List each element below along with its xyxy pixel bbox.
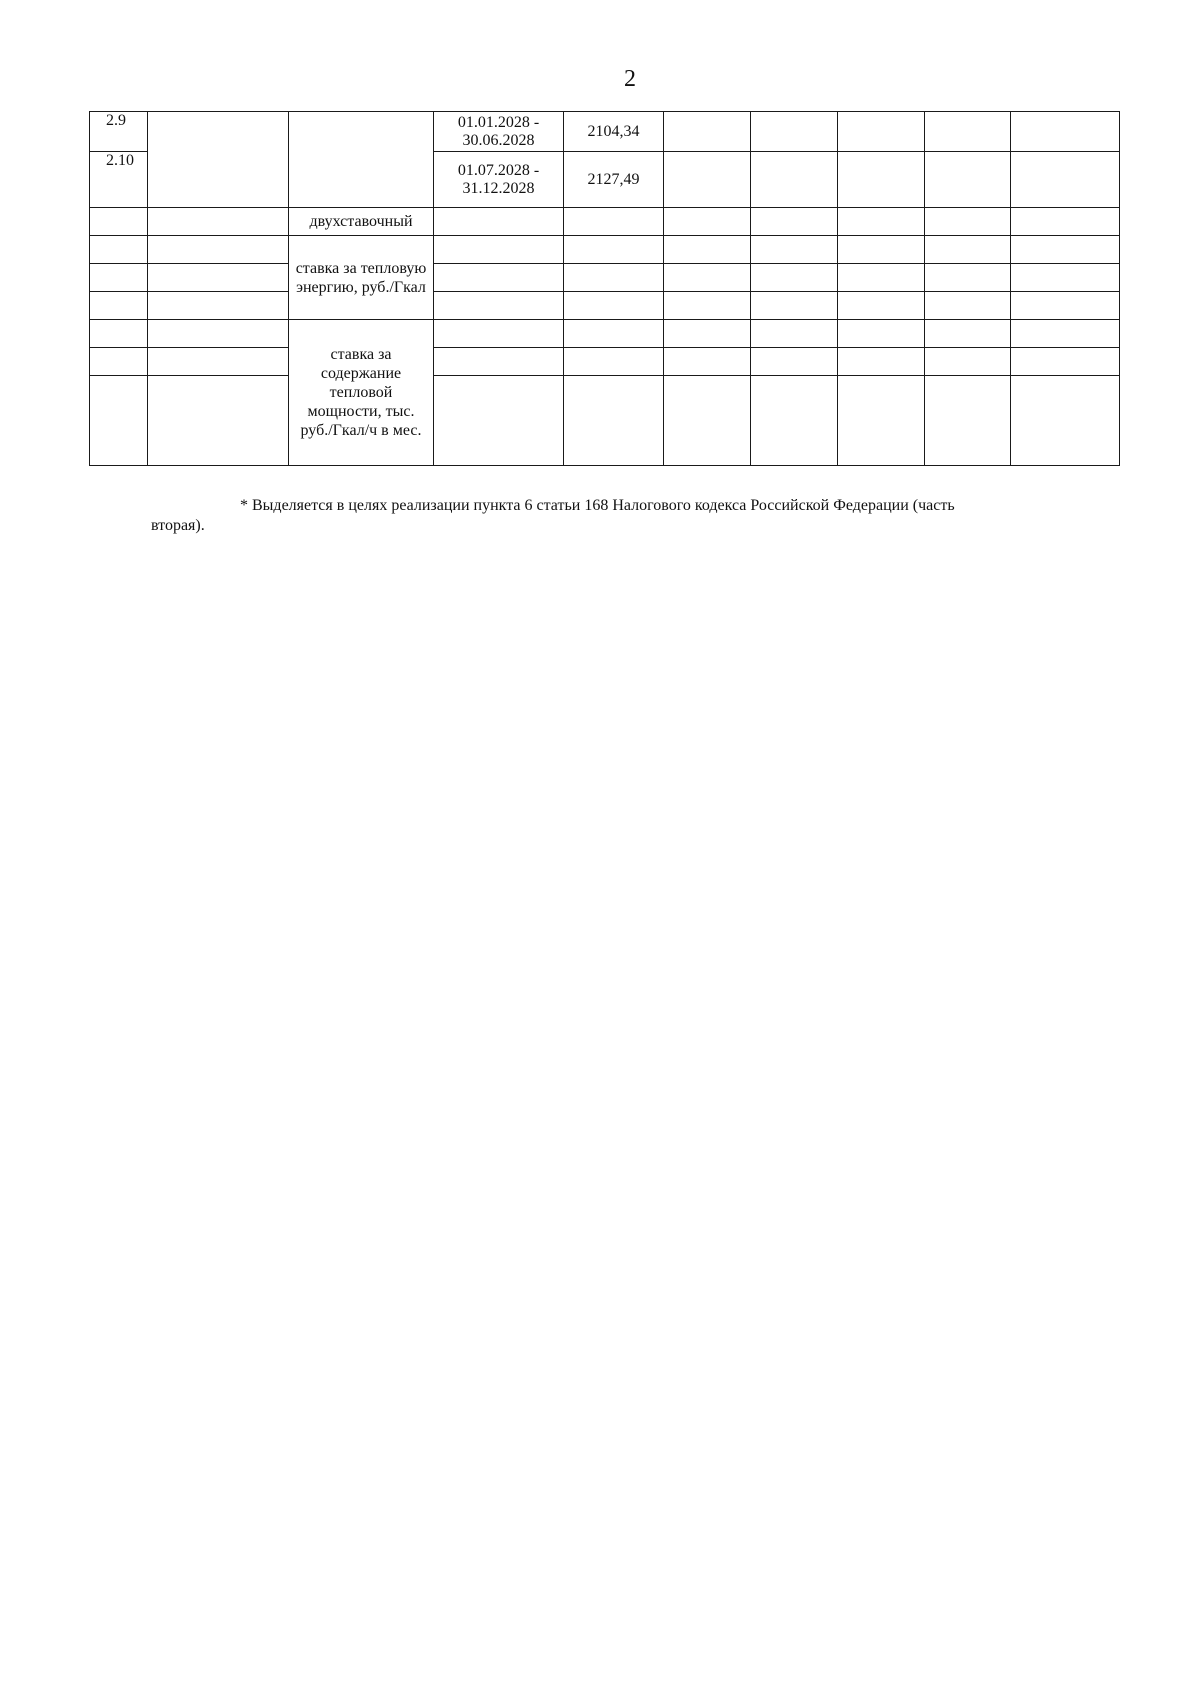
table-cell bbox=[838, 320, 925, 348]
table-cell bbox=[664, 112, 751, 152]
table-cell bbox=[1011, 348, 1120, 376]
table-cell bbox=[838, 376, 925, 466]
table-cell bbox=[751, 208, 838, 236]
table-cell bbox=[434, 320, 564, 348]
table-cell bbox=[664, 152, 751, 208]
table-cell bbox=[90, 264, 148, 292]
table-cell bbox=[90, 376, 148, 466]
table-cell bbox=[148, 348, 289, 376]
table-cell bbox=[564, 292, 664, 320]
page-number: 2 bbox=[624, 66, 636, 92]
table-cell bbox=[838, 236, 925, 264]
table-cell bbox=[90, 208, 148, 236]
table-row bbox=[90, 376, 1120, 466]
table-cell bbox=[434, 208, 564, 236]
table-cell bbox=[564, 208, 664, 236]
table-cell bbox=[564, 348, 664, 376]
table-cell bbox=[664, 236, 751, 264]
table-row bbox=[90, 236, 1120, 264]
heat-energy-rate-label: ставка за тепловую энергию, руб./Гкал bbox=[289, 236, 434, 320]
tariff-value: 2104,34 bbox=[564, 112, 664, 152]
table-cell bbox=[925, 208, 1011, 236]
table-cell bbox=[148, 376, 289, 466]
table-cell bbox=[925, 348, 1011, 376]
table-cell bbox=[664, 292, 751, 320]
table-cell bbox=[925, 292, 1011, 320]
table-cell bbox=[751, 152, 838, 208]
table-cell bbox=[925, 152, 1011, 208]
table-cell bbox=[925, 236, 1011, 264]
table-row bbox=[90, 320, 1120, 348]
table-cell bbox=[925, 376, 1011, 466]
table-cell bbox=[434, 376, 564, 466]
table-cell bbox=[148, 292, 289, 320]
table-cell bbox=[751, 320, 838, 348]
table-cell bbox=[434, 348, 564, 376]
table-cell bbox=[1011, 152, 1120, 208]
footnote-line: вторая). bbox=[151, 517, 205, 534]
table-cell bbox=[434, 236, 564, 264]
table-cell bbox=[434, 292, 564, 320]
table-cell bbox=[838, 152, 925, 208]
table-row bbox=[90, 208, 1120, 236]
table-cell bbox=[751, 376, 838, 466]
table-cell bbox=[751, 264, 838, 292]
table-cell bbox=[751, 236, 838, 264]
row-number: 2.9 bbox=[90, 112, 148, 152]
table-cell bbox=[1011, 320, 1120, 348]
table-cell bbox=[564, 236, 664, 264]
table-cell bbox=[664, 376, 751, 466]
table-row bbox=[90, 264, 1120, 292]
table-cell bbox=[148, 208, 289, 236]
table-cell bbox=[434, 264, 564, 292]
table-row bbox=[90, 348, 1120, 376]
table-cell bbox=[838, 208, 925, 236]
table-cell bbox=[90, 236, 148, 264]
table-cell bbox=[148, 264, 289, 292]
table-cell bbox=[925, 320, 1011, 348]
table-cell bbox=[838, 264, 925, 292]
table-cell bbox=[1011, 208, 1120, 236]
table-cell bbox=[751, 292, 838, 320]
table-cell bbox=[289, 112, 434, 208]
period-cell: 01.01.2028 - 30.06.2028 bbox=[434, 112, 564, 152]
table-cell bbox=[564, 376, 664, 466]
table-cell bbox=[925, 112, 1011, 152]
tariff-value: 2127,49 bbox=[564, 152, 664, 208]
table-row bbox=[90, 112, 1120, 152]
table-cell bbox=[90, 348, 148, 376]
table-cell bbox=[148, 236, 289, 264]
table-cell bbox=[664, 208, 751, 236]
table-row bbox=[90, 292, 1120, 320]
capacity-rate-label: ставка за содержание тепловой мощности, тыс. руб./Гкал/ч в мес. bbox=[289, 320, 434, 466]
table-cell bbox=[838, 292, 925, 320]
table-cell bbox=[751, 112, 838, 152]
table-cell bbox=[1011, 112, 1120, 152]
table-cell bbox=[664, 348, 751, 376]
table-cell bbox=[564, 320, 664, 348]
table-cell bbox=[664, 320, 751, 348]
table-cell bbox=[838, 112, 925, 152]
tariff-table bbox=[89, 111, 1120, 466]
footnote-line: * Выделяется в целях реализации пункта 6 статьи 168 Налогового кодекса Российской Федерации (часть bbox=[240, 497, 955, 514]
table-cell bbox=[1011, 236, 1120, 264]
table-cell bbox=[838, 348, 925, 376]
period-cell: 01.07.2028 - 31.12.2028 bbox=[434, 152, 564, 208]
table-cell bbox=[148, 320, 289, 348]
table-cell bbox=[148, 112, 289, 208]
table-cell bbox=[90, 292, 148, 320]
table-cell bbox=[751, 348, 838, 376]
row-number: 2.10 bbox=[90, 152, 148, 208]
table-cell bbox=[90, 320, 148, 348]
table-cell bbox=[564, 264, 664, 292]
table-cell bbox=[1011, 292, 1120, 320]
table-cell bbox=[925, 264, 1011, 292]
two-part-label: двухставочный bbox=[289, 208, 434, 236]
table-cell bbox=[1011, 376, 1120, 466]
footnote bbox=[151, 496, 1091, 536]
table-cell bbox=[1011, 264, 1120, 292]
table-cell bbox=[664, 264, 751, 292]
